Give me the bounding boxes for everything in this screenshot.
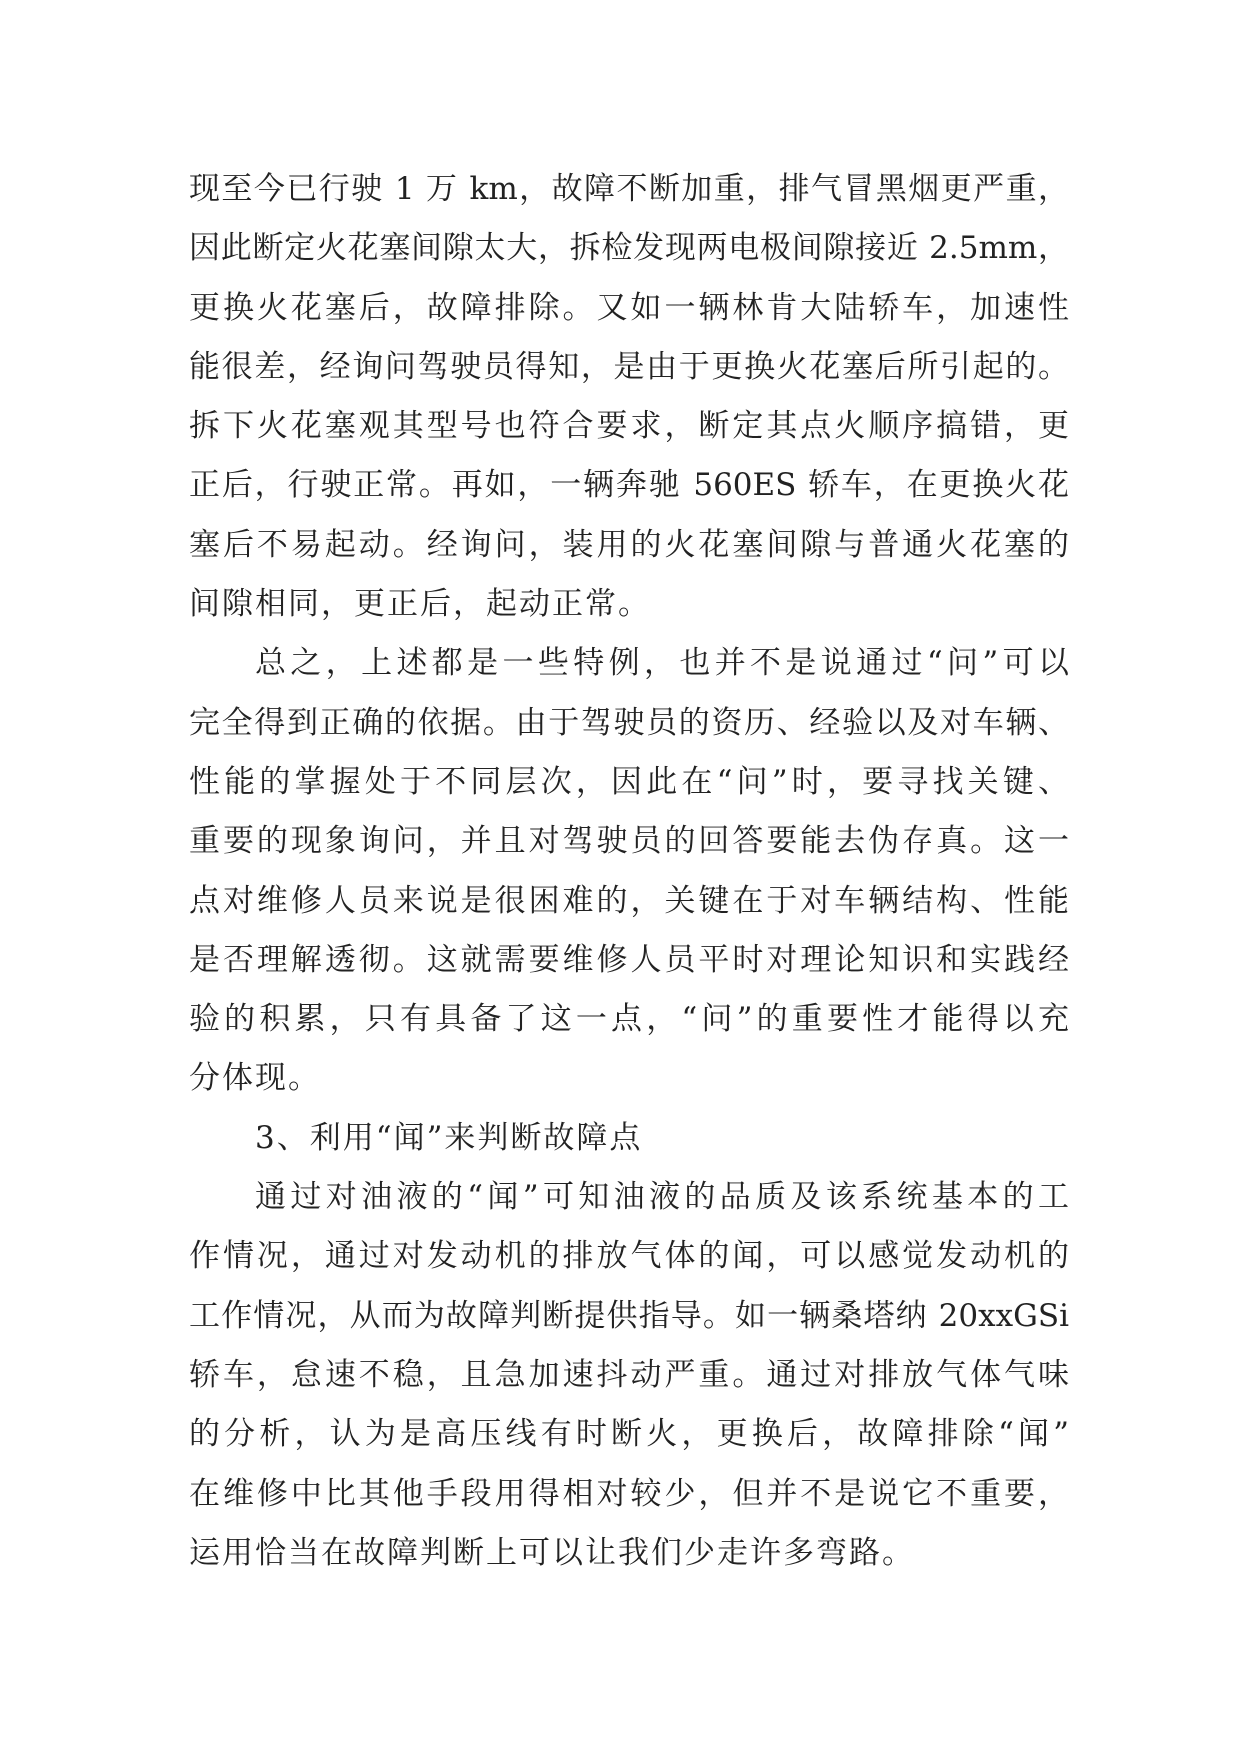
text-line: 是否理解透彻。这就需要维修人员平时对理论知识和实践经 (189, 941, 1069, 978)
text-line: 能很差，经询问驾驶员得知，是由于更换火花塞后所引起的。 (189, 348, 1069, 385)
text-line: 拆下火花塞观其型号也符合要求，断定其点火顺序搞错，更 (189, 408, 1069, 445)
text-line: 完全得到正确的依据。由于驾驶员的资历、经验以及对车辆、 (189, 704, 1069, 741)
text-line: 重要的现象询问，并且对驾驶员的回答要能去伪存真。这一 (189, 823, 1069, 860)
body-text (189, 160, 1069, 1583)
text-line: 总之，上述都是一些特例，也并不是说通过“问”可以 (255, 645, 1069, 682)
text-line: 在维修中比其他手段用得相对较少，但并不是说它不重要， (189, 1475, 1069, 1512)
text-line: 点对维修人员来说是很困难的，关键在于对车辆结构、性能 (189, 882, 1069, 919)
text-line: 作情况，通过对发动机的排放气体的闻，可以感觉发动机的 (189, 1238, 1069, 1275)
text-line: 工作情况，从而为故障判断提供指导。如一辆桑塔纳 20xxGSi (189, 1297, 1069, 1334)
text-line: 因此断定火花塞间隙太大，拆检发现两电极间隙接近 2.5mm， (189, 230, 1069, 267)
text-line: 间隙相同，更正后，起动正常。 (189, 586, 651, 623)
text-line: 更换火花塞后，故障排除。又如一辆林肯大陆轿车，加速性 (189, 289, 1069, 326)
text-line: 塞后不易起动。经询问，装用的火花塞间隙与普通火花塞的 (189, 526, 1069, 563)
text-line: 性能的掌握处于不同层次，因此在“问”时，要寻找关键、 (189, 763, 1069, 800)
text-line: 正后，行驶正常。再如，一辆奔驰 560ES 轿车，在更换火花 (189, 467, 1069, 504)
text-line: 3、利用“闻”来判断故障点 (255, 1119, 643, 1156)
text-line: 分体现。 (189, 1060, 321, 1097)
text-line: 通过对油液的“闻”可知油液的品质及该系统基本的工 (255, 1179, 1069, 1216)
text-line: 的分析，认为是高压线有时断火，更换后，故障排除“闻” (189, 1416, 1069, 1453)
text-line: 验的积累，只有具备了这一点，“问”的重要性才能得以充 (189, 1001, 1069, 1038)
text-line: 轿车，怠速不稳，且急加速抖动严重。通过对排放气体气味 (189, 1356, 1069, 1393)
text-line: 现至今已行驶 1 万 km，故障不断加重，排气冒黑烟更严重， (189, 171, 1069, 207)
text-line: 运用恰当在故障判断上可以让我们少走许多弯路。 (189, 1534, 915, 1571)
